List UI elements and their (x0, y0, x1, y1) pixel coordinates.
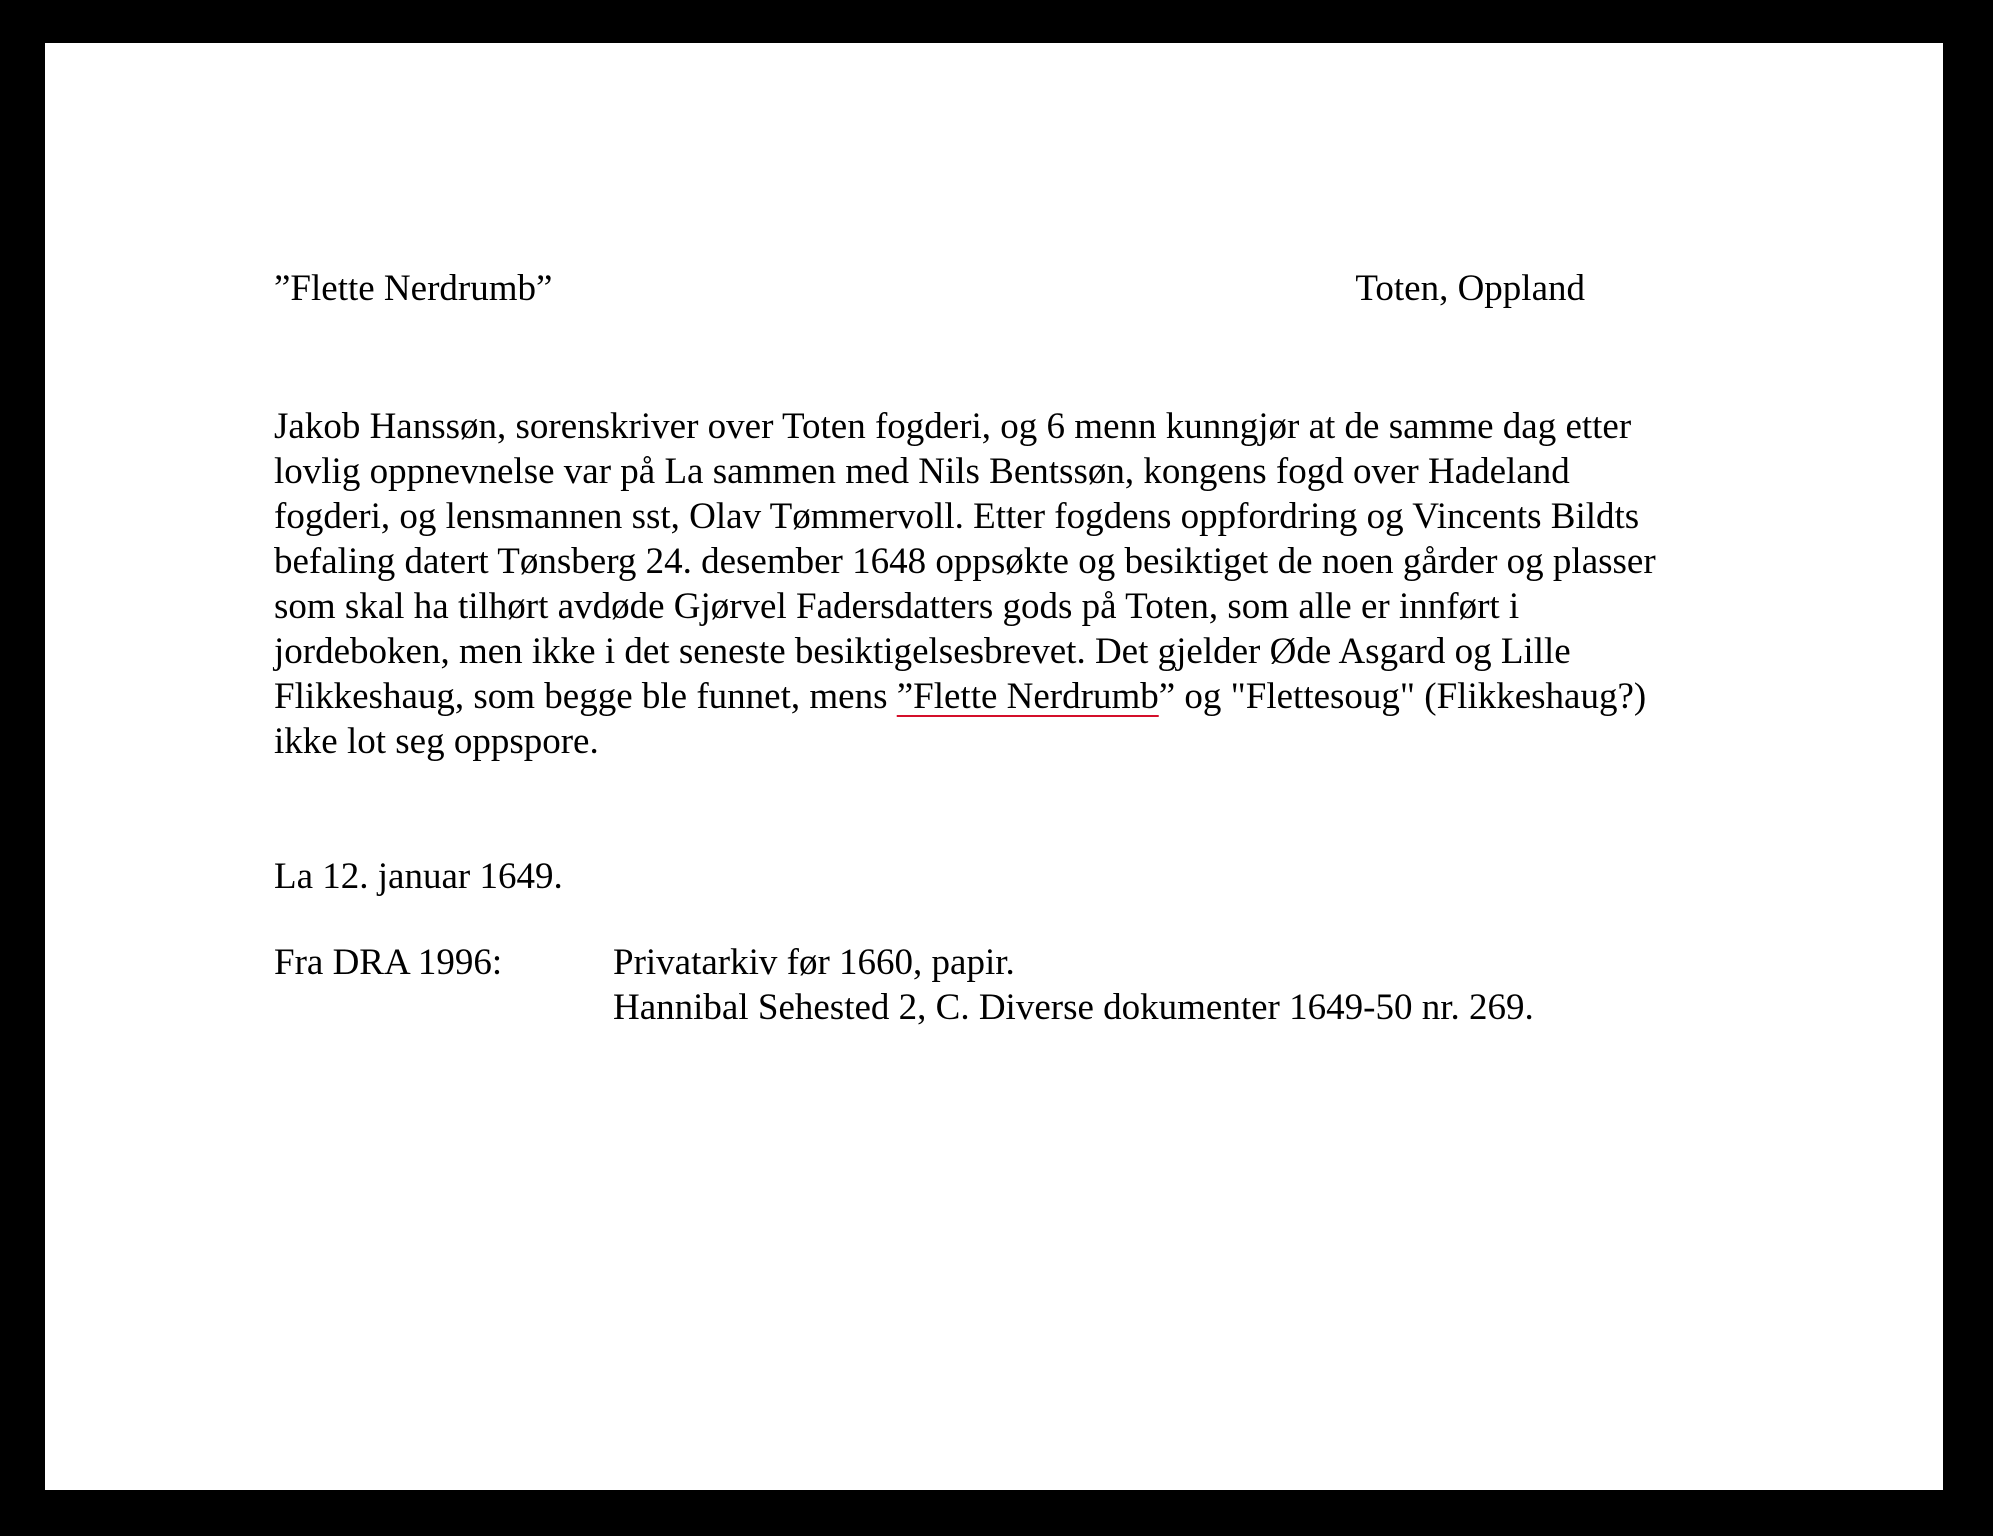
body-line-7-end: ” og "Flettesoug" (Flikkeshaug?) (1158, 676, 1647, 717)
body-line: jordeboken, men ikke i det seneste besiktigelsesbrevet. Det gjelder Øde Asgard og Lille (274, 631, 1571, 672)
document-location: Toten, Oppland (1355, 268, 1585, 309)
document-card (45, 43, 1943, 1490)
source-archive: Privatarkiv før 1660, papir. (613, 942, 1015, 983)
document-date: La 12. januar 1649. (274, 856, 563, 897)
body-line-7-start: Flikkeshaug, som begge ble funnet, mens (274, 676, 897, 717)
source-label: Fra DRA 1996: (274, 942, 503, 983)
highlighted-name: ”Flette Nerdrumb (896, 676, 1159, 717)
body-line: Jakob Hanssøn, sorenskriver over Toten fogderi, og 6 menn kunngjør at de samme dag etter (274, 406, 1632, 447)
document-title: ”Flette Nerdrumb” (274, 268, 553, 309)
body-line: som skal ha tilhørt avdøde Gjørvel Fadersdatters gods på Toten, som alle er innført i (274, 586, 1520, 627)
body-line: lovlig oppnevnelse var på La sammen med Nils Bentssøn, kongens fogd over Hadeland (274, 451, 1570, 492)
body-line-7 (274, 674, 1774, 719)
body-line: fogderi, og lensmannen sst, Olav Tømmervoll. Etter fogdens oppfordring og Vincents Bildts (274, 496, 1640, 537)
document-body (274, 404, 1774, 764)
body-line: befaling datert Tønsberg 24. desember 1648 oppsøkte og besiktiget de noen gårder og plasser (274, 541, 1656, 582)
source-reference: Hannibal Sehested 2, C. Diverse dokumenter 1649-50 nr. 269. (613, 987, 1534, 1028)
body-line: ikke lot seg oppspore. (274, 721, 599, 762)
